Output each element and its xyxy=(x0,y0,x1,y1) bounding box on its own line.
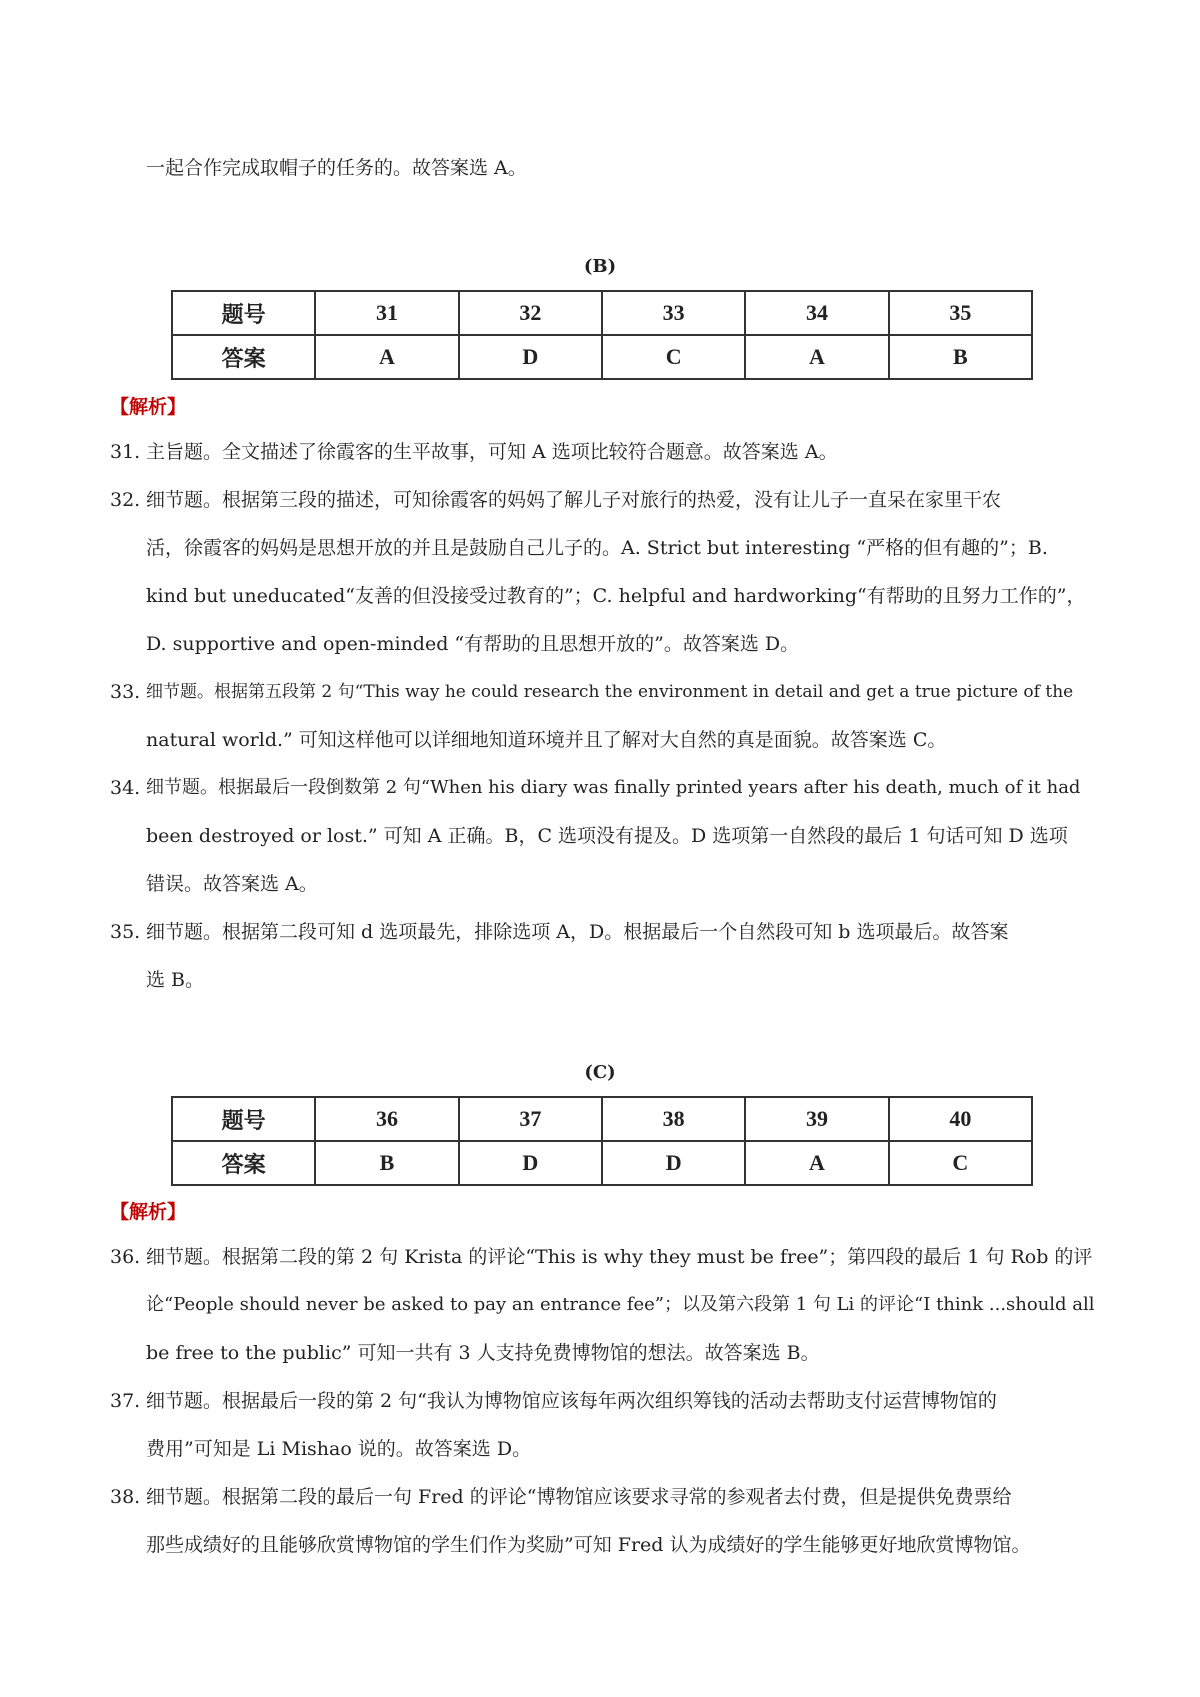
item-number: 33. xyxy=(110,681,141,703)
item-text: 选 B。 xyxy=(146,969,205,991)
answer-cell: D xyxy=(602,1141,745,1185)
row-label-answer: 答案 xyxy=(172,1141,315,1185)
row-label-number: 题号 xyxy=(172,291,315,335)
row-label-number: 题号 xyxy=(172,1097,315,1141)
answer-cell: B xyxy=(889,335,1032,379)
question-number: 34 xyxy=(745,291,888,335)
table-row-answers xyxy=(172,335,1032,379)
question-number: 40 xyxy=(889,1097,1032,1141)
item-text: kind but uneducated“友善的但没接受过教育的”；C. helpful and hardworking“有帮助的且努力工作的”， xyxy=(146,585,1086,607)
question-number: 36 xyxy=(315,1097,458,1141)
item-number: 32. xyxy=(110,489,141,511)
item-number: 37. xyxy=(110,1390,141,1412)
item-text: 错误。故答案选 A。 xyxy=(146,873,318,895)
question-number: 31 xyxy=(315,291,458,335)
item-text: 细节题。根据第二段的第 2 句 Krista 的评论“This is why they must be free”；第四段的最后 1 句 Rob 的评 xyxy=(146,1246,1093,1268)
item-number: 34. xyxy=(110,777,141,799)
item-text: 细节题。根据最后一段的第 2 句“我认为博物馆应该每年两次组织筹钱的活动去帮助支付运营博物馆的 xyxy=(146,1390,997,1412)
answer-cell: A xyxy=(745,335,888,379)
table-row-numbers xyxy=(172,1097,1032,1141)
question-number: 35 xyxy=(889,291,1032,335)
question-number: 38 xyxy=(602,1097,745,1141)
table-row-numbers xyxy=(172,291,1032,335)
answer-cell: C xyxy=(602,335,745,379)
answer-cell: A xyxy=(745,1141,888,1185)
question-number: 33 xyxy=(602,291,745,335)
table-row-answers xyxy=(172,1141,1032,1185)
section-b-title: (B) xyxy=(583,256,617,277)
item-number: 31. xyxy=(110,441,141,463)
intro-line: 一起合作完成取帽子的任务的。故答案选 A。 xyxy=(146,157,527,179)
section-c-title: (C) xyxy=(584,1062,616,1083)
question-number: 37 xyxy=(459,1097,602,1141)
answer-table-b xyxy=(171,290,1033,380)
answer-table-c xyxy=(171,1096,1033,1186)
item-text: 细节题。根据第五段第 2 句“This way he could research the environment in detail and get a true picture of the xyxy=(146,682,1074,702)
answer-cell: B xyxy=(315,1141,458,1185)
question-number: 32 xyxy=(459,291,602,335)
item-number: 38. xyxy=(110,1486,141,1508)
analysis-heading-b: 【解析】 xyxy=(110,396,187,418)
row-label-answer: 答案 xyxy=(172,335,315,379)
item-text: 细节题。根据第三段的描述，可知徐霞客的妈妈了解儿子对旅行的热爱，没有让儿子一直呆在家里干农 xyxy=(146,489,1002,511)
item-text: 细节题。根据第二段可知 d 选项最先，排除选项 A，D。根据最后一个自然段可知 b 选项最后。故答案 xyxy=(146,921,1009,943)
item-text: 主旨题。全文描述了徐霞客的生平故事，可知 A 选项比较符合题意。故答案选 A。 xyxy=(146,441,838,463)
item-text: been destroyed or lost.” 可知 A 正确。B，C 选项没有提及。D 选项第一自然段的最后 1 句话可知 D 选项 xyxy=(146,825,1068,847)
item-text: 活，徐霞客的妈妈是思想开放的并且是鼓励自己儿子的。A. Strict but interesting “严格的但有趣的”；B. xyxy=(146,537,1048,559)
item-number: 35. xyxy=(110,921,141,943)
analysis-heading-c: 【解析】 xyxy=(110,1201,187,1223)
item-text: D. supportive and open-minded “有帮助的且思想开放的”。故答案选 D。 xyxy=(146,633,800,655)
answer-cell: A xyxy=(315,335,458,379)
item-text: 费用”可知是 Li Mishao 说的。故答案选 D。 xyxy=(146,1438,532,1460)
item-text: natural world.” 可知这样他可以详细地知道环境并且了解对大自然的真是面貌。故答案选 C。 xyxy=(146,729,947,751)
answer-cell: D xyxy=(459,335,602,379)
item-number: 36. xyxy=(110,1246,141,1268)
item-text: 细节题。根据第二段的最后一句 Fred 的评论“博物馆应该要求寻常的参观者去付费，但是提供免费票给 xyxy=(146,1486,1012,1508)
answer-cell: C xyxy=(889,1141,1032,1185)
item-text: 论“People should never be asked to pay an entrance fee”；以及第六段第 1 句 Li 的评论“I think ...should all xyxy=(146,1294,1095,1315)
item-text: 那些成绩好的且能够欣赏博物馆的学生们作为奖励”可知 Fred 认为成绩好的学生能够更好地欣赏博物馆。 xyxy=(146,1534,1031,1556)
item-text: 细节题。根据最后一段倒数第 2 句“When his diary was finally printed years after his death, much of it had xyxy=(146,777,1081,798)
item-text: be free to the public” 可知一共有 3 人支持免费博物馆的想法。故答案选 B。 xyxy=(146,1342,820,1364)
answer-cell: D xyxy=(459,1141,602,1185)
question-number: 39 xyxy=(745,1097,888,1141)
